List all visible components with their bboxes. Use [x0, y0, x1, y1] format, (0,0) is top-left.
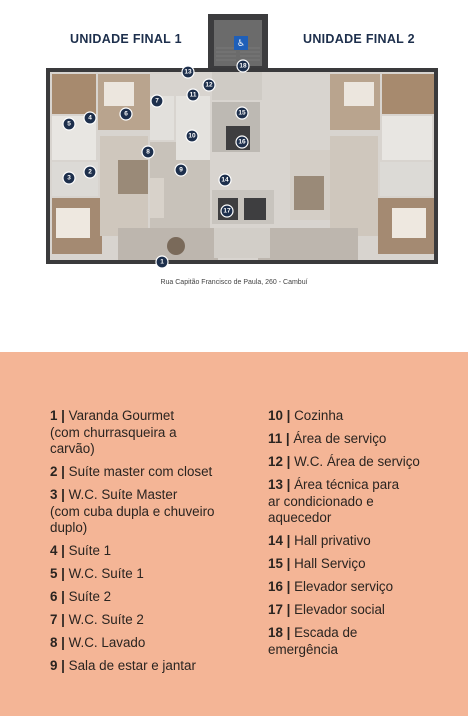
- marker-9: [175, 164, 187, 176]
- svg-text:8: 8: [146, 148, 150, 156]
- legend-column-right: [268, 408, 463, 665]
- unit-right-title: UNIDADE FINAL 2: [303, 32, 415, 46]
- legend-item: 1 | Varanda Gourmet (com churrasqueira a carvão): [50, 408, 177, 456]
- marker-17: [221, 205, 233, 217]
- legend-item: 2 | Suíte master com closet: [50, 464, 213, 479]
- legend-item: 3 | W.C. Suíte Master (com cuba dupla e chuveiro duplo): [50, 487, 215, 535]
- marker-14: [219, 174, 231, 186]
- svg-text:11: 11: [189, 91, 197, 99]
- marker-3: [63, 172, 75, 184]
- svg-text:3: 3: [67, 174, 71, 182]
- svg-text:1: 1: [160, 258, 164, 266]
- svg-text:12: 12: [205, 81, 213, 89]
- legend-item: 4 | Suíte 1: [50, 543, 112, 558]
- legend-item: 9 | Sala de estar e jantar: [50, 658, 196, 673]
- svg-text:17: 17: [223, 207, 231, 215]
- unit-left-title: UNIDADE FINAL 1: [70, 32, 182, 46]
- legend-panel: [0, 352, 468, 716]
- marker-11: [187, 89, 199, 101]
- marker-15: [236, 107, 248, 119]
- legend-item: 5 | W.C. Suíte 1: [50, 566, 144, 581]
- svg-text:2: 2: [88, 168, 92, 176]
- svg-text:5: 5: [67, 120, 71, 128]
- legend-item: 15 | Hall Serviço: [268, 556, 366, 571]
- legend-item: 10 | Cozinha: [268, 408, 344, 423]
- marker-4: [84, 112, 96, 124]
- marker-5: [63, 118, 75, 130]
- marker-8: [142, 146, 154, 158]
- marker-10: [186, 130, 198, 142]
- wheelchair-glyph: ♿: [236, 39, 246, 49]
- svg-text:4: 4: [88, 114, 92, 122]
- legend-item: 7 | W.C. Suíte 2: [50, 612, 144, 627]
- svg-text:7: 7: [155, 97, 159, 105]
- legend-item: 12 | W.C. Área de serviço: [268, 454, 420, 469]
- marker-1: [156, 256, 168, 268]
- legend-item: 13 | Área técnica para ar condicionado e aquecedor: [268, 477, 400, 525]
- svg-text:6: 6: [124, 110, 128, 118]
- marker-16: [236, 136, 248, 148]
- legend-item: 16 | Elevador serviço: [268, 579, 394, 594]
- svg-text:9: 9: [179, 166, 183, 174]
- legend-column-left: [50, 408, 255, 681]
- legend-item: 17 | Elevador social: [268, 602, 385, 617]
- floor-plan-section: [0, 0, 468, 352]
- address-caption: Rua Capitão Francisco de Paula, 260 - Cambuí: [160, 279, 308, 286]
- marker-13: [182, 66, 194, 78]
- svg-text:15: 15: [238, 109, 246, 117]
- svg-text:18: 18: [239, 62, 247, 70]
- svg-text:13: 13: [184, 68, 192, 76]
- marker-7: [151, 95, 163, 107]
- legend-item: 11 | Área de serviço: [268, 431, 387, 446]
- floor-plan: [0, 0, 468, 290]
- svg-text:14: 14: [221, 176, 229, 184]
- marker-6: [120, 108, 132, 120]
- legend-item: 6 | Suíte 2: [50, 589, 112, 604]
- legend-item: 18 | Escada de emergência: [268, 625, 358, 657]
- svg-text:10: 10: [188, 132, 196, 140]
- marker-18: [237, 60, 249, 72]
- legend-item: 8 | W.C. Lavado: [50, 635, 146, 650]
- marker-2: [84, 166, 96, 178]
- svg-text:16: 16: [238, 138, 246, 146]
- legend-item: 14 | Hall privativo: [268, 533, 371, 548]
- marker-12: [203, 79, 215, 91]
